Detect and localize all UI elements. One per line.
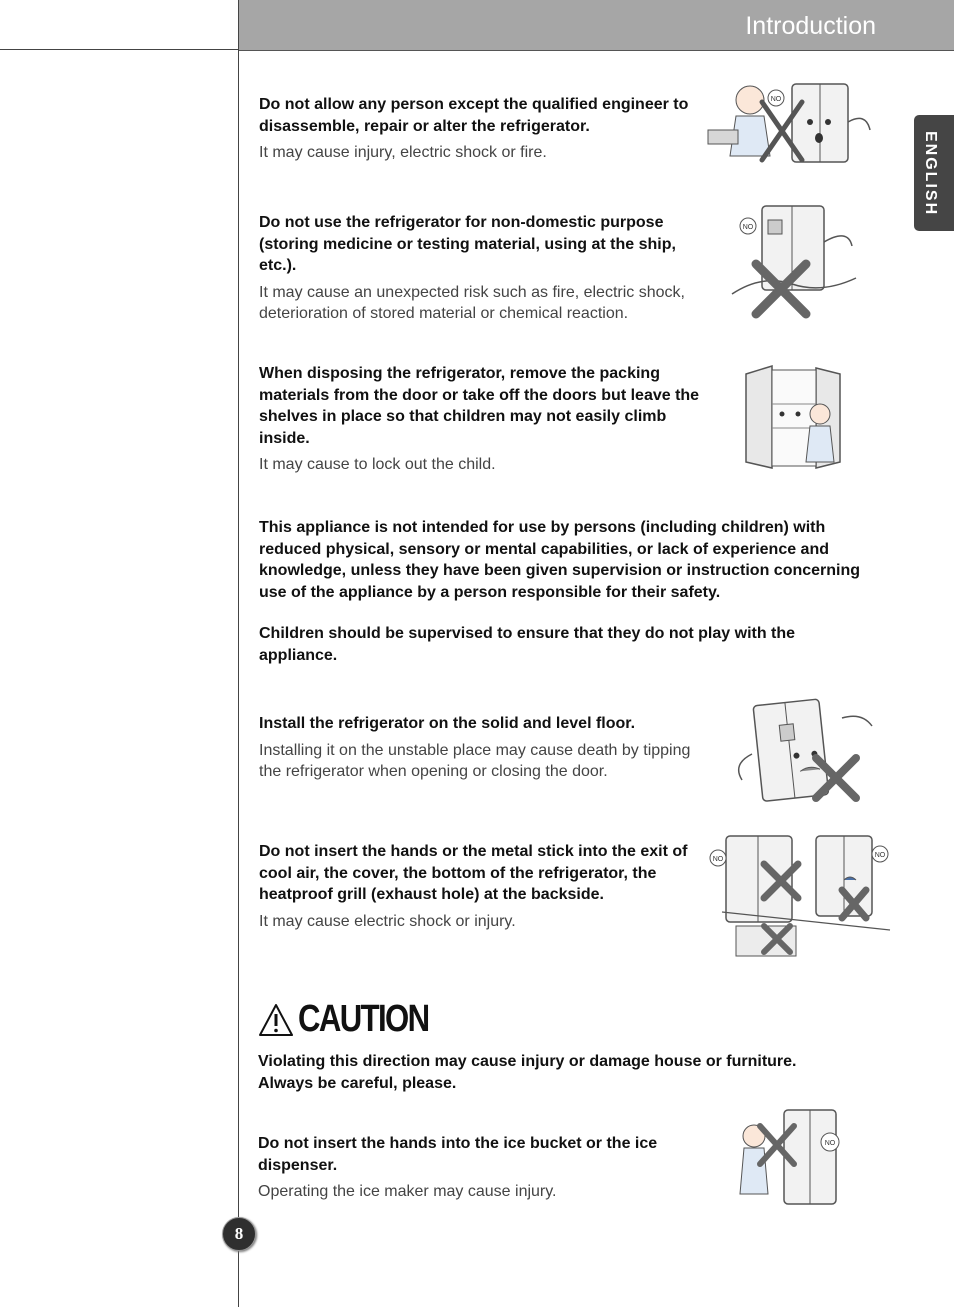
no-badge-label: NO [770, 96, 782, 103]
caution-body: Operating the ice maker may cause injury. [258, 1183, 557, 1200]
warning-body: It may cause to lock out the child. [259, 456, 496, 473]
warning-item-disassemble [259, 94, 689, 164]
caution-intro-text: Violating this direction may cause injury or damage house or furniture. Always be careful, please. [258, 1053, 797, 1092]
illustration-non-domestic [728, 202, 860, 318]
caution-heading-text: Do not insert the hands into the ice bucket or the ice dispenser. [258, 1135, 658, 1174]
illustration-ice-dispenser [738, 1106, 848, 1206]
caution-heading [258, 998, 457, 1041]
page-number: 8 [234, 1224, 244, 1243]
warning-heading: Do not allow any person except the qualified engineer to disassemble, repair or alter the refrigerator. [259, 96, 689, 135]
warning-heading: Do not insert the hands or the metal stick into the exit of cool air, the cover, the bottom of the refrigerator, the heatproof grill (exhaust hole) at the backside. [259, 843, 688, 903]
warning-item-non-domestic [259, 212, 704, 325]
warning-heading: Do not use the refrigerator for non-domestic purpose (storing medicine or testing material, using at the ship, etc.). [259, 214, 676, 274]
page-number-badge [222, 1217, 256, 1251]
warning-body: Installing it on the unstable place may cause death by tipping the refrigerator when opening or closing the door. [259, 741, 691, 780]
illustration-tipping [732, 694, 880, 806]
caution-intro [258, 1051, 828, 1094]
warning-heading: Install the refrigerator on the solid and level floor. [259, 715, 636, 732]
language-tab [914, 115, 954, 231]
margin-line [238, 0, 239, 1307]
warning-heading: When disposing the refrigerator, remove the packing materials from the door or take off the doors but leave the shelves in place so that children may not easily climb inside. [259, 365, 700, 447]
warning-item-disposal [259, 363, 719, 476]
warning-triangle-icon [258, 1003, 294, 1037]
no-badge-label: NO [712, 856, 724, 863]
no-badge-label: NO [824, 1140, 836, 1147]
warning-body: It may cause an unexpected risk such as fire, electric shock, deterioration of stored material or chemical reaction. [259, 283, 685, 322]
notice-heading: Children should be supervised to ensure that they do not play with the appliance. [259, 625, 796, 664]
warning-body: It may cause injury, electric shock or fire. [259, 144, 547, 161]
notice-item-children [259, 623, 859, 666]
header-rule [0, 49, 239, 50]
notice-item-supervision [259, 517, 879, 603]
warning-body: It may cause electric shock or injury. [259, 912, 516, 930]
page-title: Introduction [745, 12, 876, 40]
no-badge-label: NO [874, 852, 886, 859]
warning-item-level-floor [259, 713, 709, 783]
illustration-repair-prohibited [702, 72, 874, 172]
illustration-insert-hands [704, 828, 896, 960]
illustration-disposal-child [742, 364, 844, 472]
caution-title: CAUTION [298, 998, 429, 1040]
notice-heading: This appliance is not intended for use by persons (including children) with reduced physical, sensory or mental capabilities, or lack of experience and knowledge, unless they have been given supervision or instruction concerning use of the appliance by a person responsible for their safety. [259, 519, 861, 601]
no-badge-label: NO [742, 224, 754, 231]
language-label: ENGLISH [922, 131, 939, 217]
warning-item-insert-hands [259, 841, 689, 932]
caution-item-ice-bucket [258, 1133, 688, 1203]
